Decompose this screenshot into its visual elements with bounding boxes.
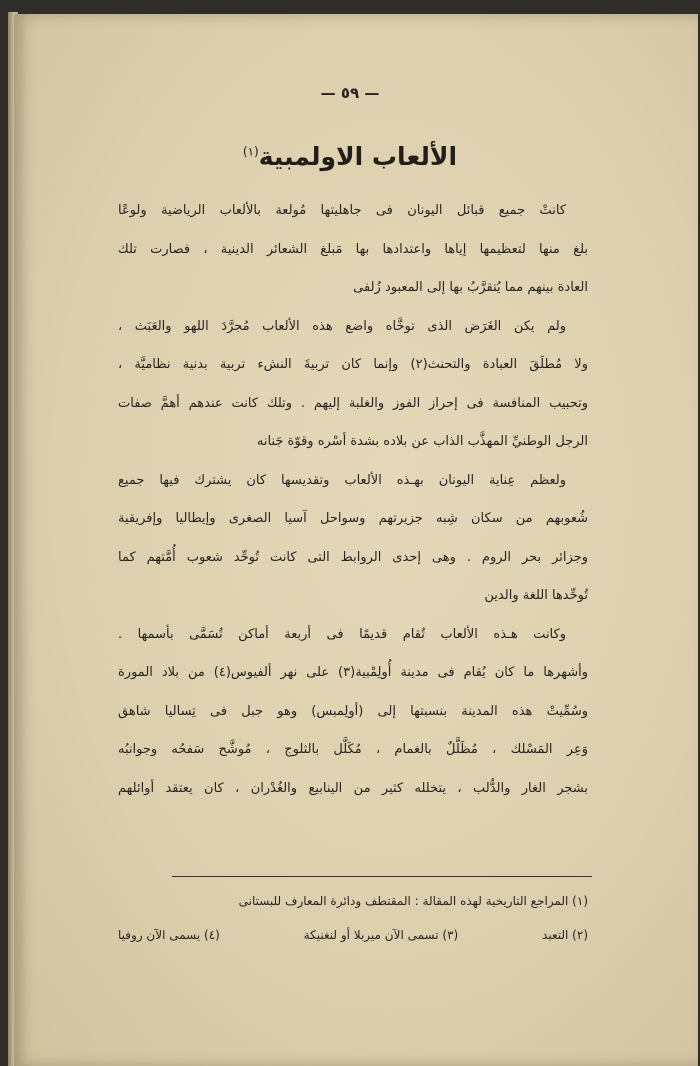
text-line: بلغ منها لتعظيمها إياها واعتدادها بها مَبلغ الشعائر الدينية ، فصارت تلك <box>118 241 588 257</box>
paragraph-4 <box>118 616 588 809</box>
text-line: وأشهرها ما كان يُقام فى مدينة أُولِمْبية(٣) على نهر ألفيوس(٤) من بلاد المورة <box>118 665 588 680</box>
footnote-divider <box>172 876 592 877</box>
page-number: — ٥٩ — <box>320 84 380 102</box>
article-body <box>118 192 588 808</box>
paragraph-1 <box>118 192 588 308</box>
text-line: ولا مُطلَقَ العبادة والتحنث(٢) وإنما كان تربيةَ النشء تربية بدنية نظاميَّة ، <box>118 357 588 372</box>
text-line: العادة بينهم مما يُتقرَّبُ بها إلى المعبود زُلفى <box>353 280 588 295</box>
paragraph-2 <box>118 308 588 462</box>
paragraph-3 <box>118 462 588 616</box>
text-line: ولم يكن الغَرَض الذى توخَّاه واضع هذه الألعاب مُجرَّدَ اللهو والعَبَث ، <box>118 318 566 334</box>
text-line: كانتْ جميع قبائل اليونان فى جاهليتها مُولعة بالألعاب الرياضية ولوعًا <box>118 203 566 218</box>
text-line: تُوحِّدها اللغة والدين <box>484 588 588 603</box>
text-line: وسُمِّيتْ هذه المدينة بنسبتها إلى (أولِمبس) وهو جبل فى تِساليا شاهق <box>118 703 588 719</box>
text-line: الرجل الوطنيِّ المهذَّب الذاب عن بلاده بشدة أسْره وقوّة جَنانه <box>256 434 588 449</box>
footnotes <box>118 884 588 952</box>
text-line: وَعِر المَسْلك ، مُظَلَّلٌ بالغمام ، مُكَلَّل بالثلوج ، مُوشَّح سَفحُه وجوانبُه <box>118 742 588 757</box>
footnote-3: (٣) تسمى الآن ميربلا أو لنغنيكة <box>303 928 459 942</box>
footnote-1: (١) المراجع التاريخية لهذه المقالة : المقتطف ودائرة المعارف للبستانى <box>238 894 588 908</box>
footnote-4: (٤) يسمى الآن روفيا <box>118 928 220 942</box>
text-line: وجزائر بحر الروم . وهى إحدى الروابط التى كانت تُوحِّد شعوب أُمَّتهم كما <box>118 549 588 565</box>
title-text: الألعاب الاولمبية <box>258 142 458 171</box>
text-line: بشجر الغار والدُّلب ، يتخلله كثير من الينابيع والغُدْران ، كان يعتقد أوائلهم <box>118 780 588 796</box>
text-line: وكانت هـذه الألعاب تُقام قديمًا فى أربعة أماكن تُسَمَّى بأسمها . <box>118 626 566 642</box>
footnote-2: (٢) التعبد <box>542 928 588 942</box>
page-title <box>0 142 700 171</box>
text-line: وتحبيب المنافسة فى إحراز الفوز والغلبة إليهم . وتلك كانت عندهم أهمَّ صفات <box>118 395 588 411</box>
footnote-row <box>118 918 588 952</box>
title-footnote-marker: (١) <box>242 144 259 159</box>
text-line: ولعظم عِناية اليونان بهـذه الألعاب وتقديسها كان يشترك فيها جميع <box>118 472 566 488</box>
text-line: شُعوبهم من سكان شِبه جزيرتهم وسواحل آسيا الصغرى وإيطاليا وإفريقية <box>118 511 588 526</box>
